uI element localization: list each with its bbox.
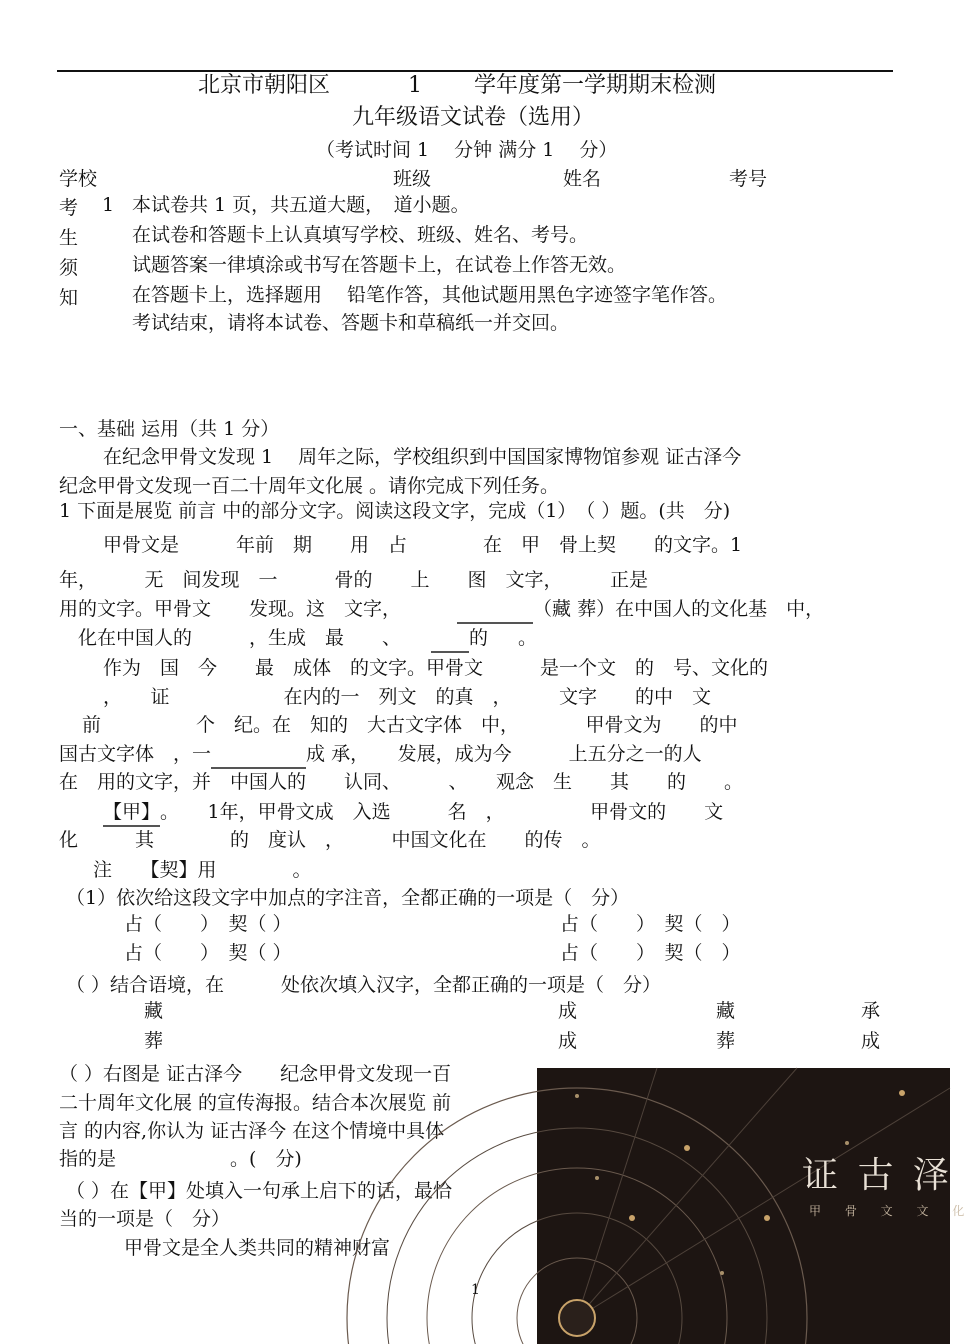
option-text: 甲骨文是全人类共同的精神财富 <box>124 1237 391 1259</box>
passage-text: （藏 葬）在中国人的文化基 中， <box>533 598 825 620</box>
passage-line <box>103 801 723 827</box>
passage-text: 用的文字。甲骨文 发现。这 文字， <box>59 598 402 620</box>
notes-line-1: 本试卷共 1 页，共五道大题， 道小题。 <box>132 194 470 216</box>
option-text: 占（ ） 契（ ） <box>124 942 292 964</box>
option-text: 葬 <box>716 1030 736 1052</box>
notes-line-5: 考试结束，请将本试卷、答题卡和草稿纸一并交回。 <box>132 312 570 334</box>
notes-side-4: 知 <box>59 287 79 309</box>
passage-text: 成 承， 发展，成为今 上五分之一的人 <box>306 743 702 765</box>
sub-question-4-line: 当的一项是（ 分） <box>59 1208 231 1230</box>
notes-side-1: 考 <box>59 197 79 219</box>
fill-blank <box>211 743 306 769</box>
passage-line <box>59 598 824 624</box>
sub-question-3-line: 指的是 。( 分) <box>59 1148 302 1170</box>
passage-line: 作为 国 今 最 成体 的文字。甲骨文 是一个文 的 号、文化的 <box>103 657 769 679</box>
poster-title: 证 古 泽 <box>802 1155 953 1196</box>
option-text: 成 <box>861 1030 881 1052</box>
sub-question-3-line: 二十周年文化展 的宣传海报。结合本次展览 前 <box>59 1092 452 1114</box>
title-part-b: 1 <box>408 73 422 98</box>
option-text: 藏 <box>716 1000 736 1022</box>
sub-question-4: （ ）在【甲】处填入一句承上启下的话，最恰 <box>66 1180 453 1202</box>
sub-question-2: （ ）结合语境，在 处依次填入汉字，全都正确的一项是（ 分） <box>66 974 662 996</box>
notes-line-3: 试题答案一律填涂或书写在答题卡上，在试卷上作答无效。 <box>132 254 627 276</box>
passage-text: 的 <box>469 627 489 649</box>
sub-question-1: （1）依次给这段文字中加点的字注音，全都正确的一项是（ 分） <box>66 887 630 909</box>
sub-question-3-line: 言 的内容,你认为 证古泽今 在这个情境中具体 <box>59 1120 445 1142</box>
passage-text: 。 1年，甲骨文成 入选 名 ， 甲骨文的 文 <box>160 801 724 823</box>
passage-line: 甲骨文是 年前 期 用 占 在 甲 骨上契 的文字。1 <box>103 534 743 556</box>
option-text: 占（ ） 契（ ） <box>560 913 741 935</box>
option-text: 成 <box>558 1000 578 1022</box>
title-part-c: 学年度第一学期期末检测 <box>474 73 717 98</box>
passage-text: 。 <box>518 627 538 649</box>
school-label: 学校 <box>59 168 98 190</box>
sub-question-3: （ ）右图是 证古泽今 纪念甲骨文发现一百 <box>59 1063 452 1085</box>
exhibition-poster <box>537 1068 974 1344</box>
passage-line <box>78 627 537 653</box>
name-label: 姓名 <box>563 168 602 190</box>
passage-line <box>59 743 702 769</box>
option-text: 成 <box>558 1030 578 1052</box>
notes-number: 1 <box>102 194 115 216</box>
passage-line: 前 个 纪。在 知的 大古文字体 中， 甲骨文为 的中 <box>82 714 738 736</box>
passage-line: 化 其 的 度认 ， 中国文化在 的传 。 <box>59 829 601 851</box>
class-label: 班级 <box>393 168 432 190</box>
fill-blank <box>431 627 469 653</box>
jia-marker: 【甲】 <box>103 801 160 827</box>
title-part-a: 北京市朝阳区 <box>198 73 331 98</box>
number-label: 考号 <box>729 168 768 190</box>
page-number: 1 <box>471 1282 480 1298</box>
notes-line-4: 在答题卡上，选择题用 铅笔作答，其他试题用黑色字迹签字笔作答。 <box>132 284 728 306</box>
section-heading: 一、基础 运用（共 1 分） <box>59 418 280 440</box>
poster-subtitle: 甲 骨 文 文 化 <box>809 1204 974 1218</box>
fill-blank <box>457 598 533 624</box>
question-1: 1 下面是展览 前言 中的部分文字。阅读这段文字，完成（1） （ ）题。(共 分) <box>59 500 731 522</box>
notes-side-2: 生 <box>59 227 79 249</box>
option-text: 藏 <box>144 1000 164 1022</box>
notes-line-2: 在试卷和答题卡上认真填写学校、班级、姓名、考号。 <box>132 224 589 246</box>
notes-side-3: 须 <box>59 257 79 279</box>
intro-line-1: 在纪念甲骨文发现 1 周年之际，学校组织到中国国家博物馆参观 证古泽今 <box>103 446 742 468</box>
passage-text: 化在中国人的 ，生成 最 、 <box>78 627 402 649</box>
option-text: 葬 <box>144 1030 164 1052</box>
passage-line: ， 证 在内的一 列文 的真 ， 文字 的中 文 <box>103 686 712 708</box>
passage-text: 国古文字体 ，一 <box>59 743 212 765</box>
option-text: 承 <box>861 1000 881 1022</box>
option-text: 占（ ） 契（ ） <box>560 942 741 964</box>
passage-line: 在 用的文字，并 中国人的 认同、 、 观念 生 其 的 。 <box>59 771 744 793</box>
passage-note: 注 【契】用 。 <box>93 859 312 881</box>
intro-line-2: 纪念甲骨文发现一百二十周年文化展 。请你完成下列任务。 <box>59 475 560 497</box>
option-text: 占（ ） 契（ ） <box>124 913 292 935</box>
exam-info: （考试时间 1 分钟 满分 1 分） <box>316 139 618 161</box>
passage-line: 年， 无 间发现 一 骨的 上 图 文字， 正是 <box>59 569 649 591</box>
page-subtitle: 九年级语文试卷（选用） <box>352 105 595 130</box>
